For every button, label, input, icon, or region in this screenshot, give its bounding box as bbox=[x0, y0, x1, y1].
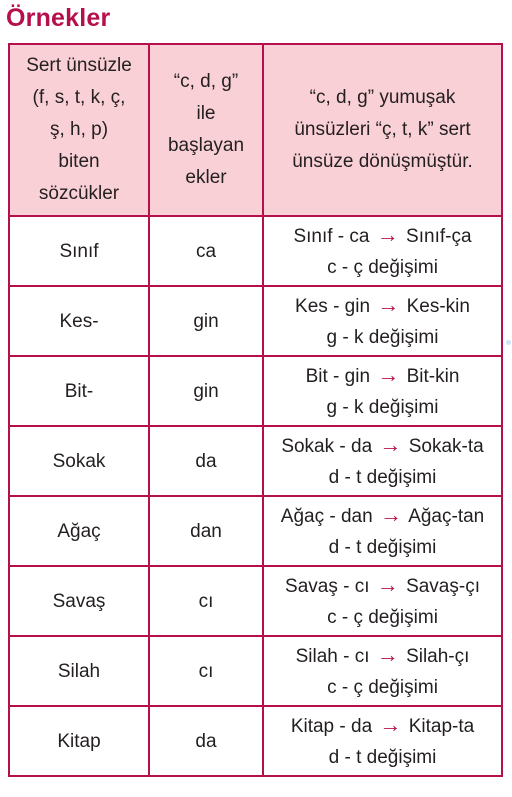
change-label: d - t değişimi bbox=[328, 537, 437, 558]
header-text-line: “c, d, g” yumuşak bbox=[309, 87, 456, 108]
word-cell: Savaş bbox=[9, 566, 149, 636]
transformation-line bbox=[268, 499, 497, 532]
transformed-form: Sokak-ta bbox=[408, 436, 484, 457]
transformation-line bbox=[268, 569, 497, 602]
suffix-cell: gin bbox=[149, 356, 263, 426]
change-label: c - ç değişimi bbox=[327, 257, 438, 278]
header-text-line: ile bbox=[196, 103, 216, 124]
suffix-cell: da bbox=[149, 426, 263, 496]
decorative-dot bbox=[506, 340, 511, 345]
transformation-cell bbox=[263, 356, 502, 426]
word-cell: Ağaç bbox=[9, 496, 149, 566]
transformed-form: Kitap-ta bbox=[408, 716, 475, 737]
original-form: Kes - gin bbox=[295, 296, 371, 317]
header-text-line: (f, s, t, k, ç, bbox=[32, 87, 126, 108]
word-cell: Sokak bbox=[9, 426, 149, 496]
original-form: Silah - cı bbox=[295, 646, 370, 667]
change-label: c - ç değişimi bbox=[327, 607, 438, 628]
table-row bbox=[9, 216, 502, 286]
transformation-cell bbox=[263, 706, 502, 776]
header-text-line: ünsüzleri “ç, t, k” sert bbox=[294, 119, 471, 140]
table-row bbox=[9, 566, 502, 636]
table-header-row bbox=[9, 44, 502, 216]
transformation-line bbox=[268, 429, 497, 462]
examples-table bbox=[8, 43, 503, 777]
transformation-line bbox=[268, 359, 497, 392]
transformation-cell bbox=[263, 286, 502, 356]
transformation-line bbox=[268, 219, 497, 252]
header-text-line: ekler bbox=[185, 167, 227, 188]
header-text-line: “c, d, g” bbox=[173, 71, 239, 92]
table-row bbox=[9, 286, 502, 356]
suffix-cell: da bbox=[149, 706, 263, 776]
transformation-cell bbox=[263, 426, 502, 496]
word-cell: Bit- bbox=[9, 356, 149, 426]
change-label: c - ç değişimi bbox=[327, 677, 438, 698]
original-form: Kitap - da bbox=[290, 716, 373, 737]
header-text-line: sözcükler bbox=[38, 183, 120, 204]
table-row bbox=[9, 636, 502, 706]
change-label: g - k değişimi bbox=[326, 397, 439, 418]
header-text-line: ş, h, p) bbox=[49, 119, 109, 140]
header-text-line: Sert ünsüzle bbox=[26, 55, 132, 76]
transformed-form: Sınıf-ça bbox=[406, 226, 472, 247]
header-hard-consonant-words bbox=[9, 44, 149, 216]
header-cdg-suffixes bbox=[149, 44, 263, 216]
table-row bbox=[9, 356, 502, 426]
change-label: g - k değişimi bbox=[326, 327, 439, 348]
suffix-cell: cı bbox=[149, 636, 263, 706]
header-text-line: ünsüze dönüşmüştür. bbox=[292, 151, 473, 172]
table-row bbox=[9, 426, 502, 496]
arrow-right-icon: → bbox=[379, 432, 402, 457]
transformation-cell bbox=[263, 496, 502, 566]
arrow-right-icon: → bbox=[376, 642, 399, 667]
arrow-right-icon: → bbox=[379, 502, 402, 527]
transformation-cell bbox=[263, 566, 502, 636]
arrow-right-icon: → bbox=[376, 222, 399, 247]
change-label: d - t değişimi bbox=[328, 747, 437, 768]
table-row bbox=[9, 496, 502, 566]
header-transformation bbox=[263, 44, 502, 216]
original-form: Sokak - da bbox=[281, 436, 373, 457]
original-form: Savaş - cı bbox=[285, 576, 370, 597]
transformed-form: Bit-kin bbox=[406, 366, 460, 387]
word-cell: Sınıf bbox=[9, 216, 149, 286]
transformation-line bbox=[268, 289, 497, 322]
transformation-cell bbox=[263, 636, 502, 706]
page-title: Örnekler bbox=[6, 4, 111, 32]
transformed-form: Kes-kin bbox=[406, 296, 470, 317]
header-text-line: başlayan bbox=[167, 135, 245, 156]
suffix-cell: cı bbox=[149, 566, 263, 636]
transformation-line bbox=[268, 639, 497, 672]
arrow-right-icon: → bbox=[377, 362, 400, 387]
original-form: Ağaç - dan bbox=[280, 506, 373, 527]
original-form: Sınıf - ca bbox=[293, 226, 370, 247]
transformed-form: Silah-çı bbox=[406, 646, 470, 667]
header-text-line: biten bbox=[58, 151, 100, 172]
suffix-cell: dan bbox=[149, 496, 263, 566]
original-form: Bit - gin bbox=[305, 366, 371, 387]
word-cell: Silah bbox=[9, 636, 149, 706]
suffix-cell: ca bbox=[149, 216, 263, 286]
suffix-cell: gin bbox=[149, 286, 263, 356]
word-cell: Kes- bbox=[9, 286, 149, 356]
table-row bbox=[9, 706, 502, 776]
arrow-right-icon: → bbox=[376, 572, 399, 597]
change-label: d - t değişimi bbox=[328, 467, 437, 488]
arrow-right-icon: → bbox=[379, 712, 402, 737]
arrow-right-icon: → bbox=[377, 292, 400, 317]
transformed-form: Savaş-çı bbox=[406, 576, 480, 597]
transformation-line bbox=[268, 709, 497, 742]
transformed-form: Ağaç-tan bbox=[408, 506, 485, 527]
word-cell: Kitap bbox=[9, 706, 149, 776]
transformation-cell bbox=[263, 216, 502, 286]
